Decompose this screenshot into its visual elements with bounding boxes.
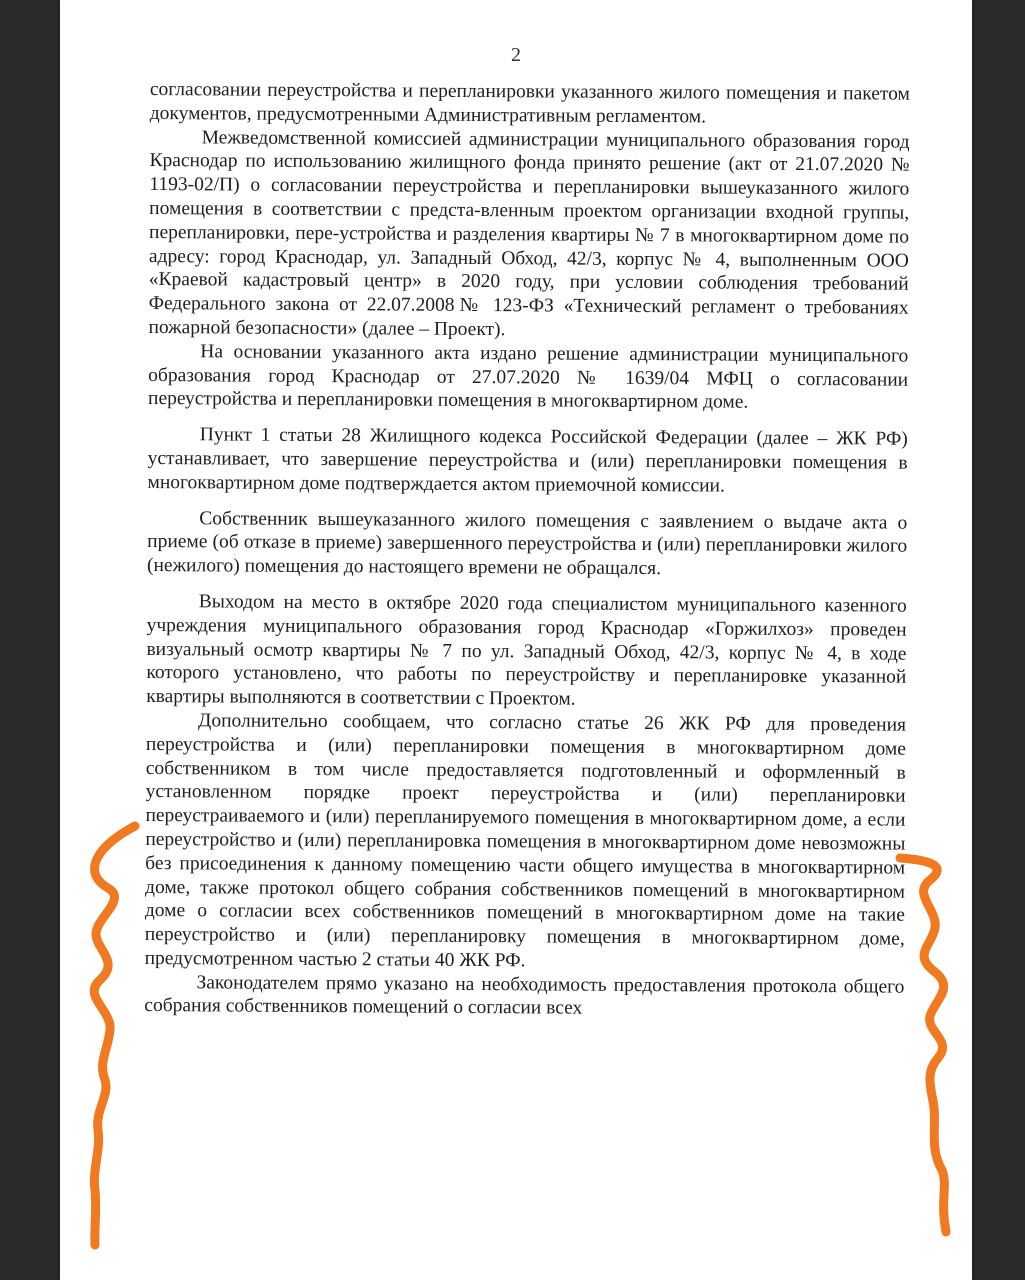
- paragraph-6: Выходом на место в октябре 2020 года специалистом муниципального казенного учреждения муниципального образования город Краснодар «Горжилхоз» проведен визуальный осмотр квартиры № 7 по ул. Западный Обход, 42/3, корпус № 4, в ходе которого установлено, что работы по переустройству и перепланировке указанной квартиры выполняются в соответствии с Проектом.: [146, 591, 907, 710]
- paragraph-1: согласовании переустройства и перепланировки указанного жилого помещения и пакетом документов, предусмотренными Административным регламентом.: [149, 78, 910, 128]
- paragraph-2: Межведомственной комиссией администрации муниципального образования город Краснодар по использованию жилищного фонда принято решение (акт от 21.07.2020 № 1193-02/П) о согласовании переустройства и перепланировки вышеуказанного жилого помещения в соответствии с предста-вленным проектом организации входной группы, перепланировки, пере-устройства и разделения квартиры № 7 в многоквартирном доме по адресу: город Краснодар, ул. Западный Обход, 42/3, корпус № 4, выполненным ООО «Краевой кадастровый центр» в 2020 году, при условии соблюдения требований Федерального закона от 22.07.2008№ 123-ФЗ «Технический регламент о требованиях пожарной безопасности» (далее – Проект).: [148, 126, 910, 341]
- document-page: [60, 0, 972, 1280]
- paragraph-4: Пункт 1 статьи 28 Жилищного кодекса Российской Федерации (далее – ЖК РФ) устанавливает, что завершение переустройства и (или) перепланировки помещения в многоквартирном доме подтверждается актом приемочной комиссии.: [147, 424, 908, 497]
- document-body: [144, 78, 910, 1023]
- paragraph-7: Дополнительно сообщаем, что согласно статье 26 ЖК РФ для проведения переустройства и (или) перепланировки помещения в многоквартирном доме собственником в том числе предоставляется подготовленный и оформленный в установленном порядке проект переустройства и (или) перепланировки переустраиваемого и (или) перепланируемого помещения в многоквартирном доме, а если переустройство и (или) перепланировка помещения в многоквартирном доме невозможны без присоединения к данному помещению части общего имущества в многоквартирном доме, также протокол общего собрания собственников помещений в многоквартирном доме о согласии всех собственников помещений в многоквартирном доме на такие переустройство и (или) перепланировку помещения в многоквартирном доме, предусмотренном частью 2 статьи 40 ЖК РФ.: [144, 710, 907, 972]
- paragraph-3: На основании указанного акта издано решение администрации муниципального образования город Краснодар от 27.07.2020 № 1639/04 МФЦ о согласовании переустройства и перепланировки помещения в многоквартирном доме.: [147, 341, 909, 414]
- paragraph-5: Собственник вышеуказанного жилого помещения с заявлением о выдаче акта о приеме (об отказе в приеме) завершенного переустройства и (или) перепланировки жилого (нежилого) помещения до настоящего времени не обращался.: [146, 507, 908, 580]
- page-number: 2: [511, 44, 521, 66]
- paragraph-8: Законодателем прямо указано на необходимость предоставления протокола общего собрания собственников помещений о согласии всех: [144, 971, 905, 1020]
